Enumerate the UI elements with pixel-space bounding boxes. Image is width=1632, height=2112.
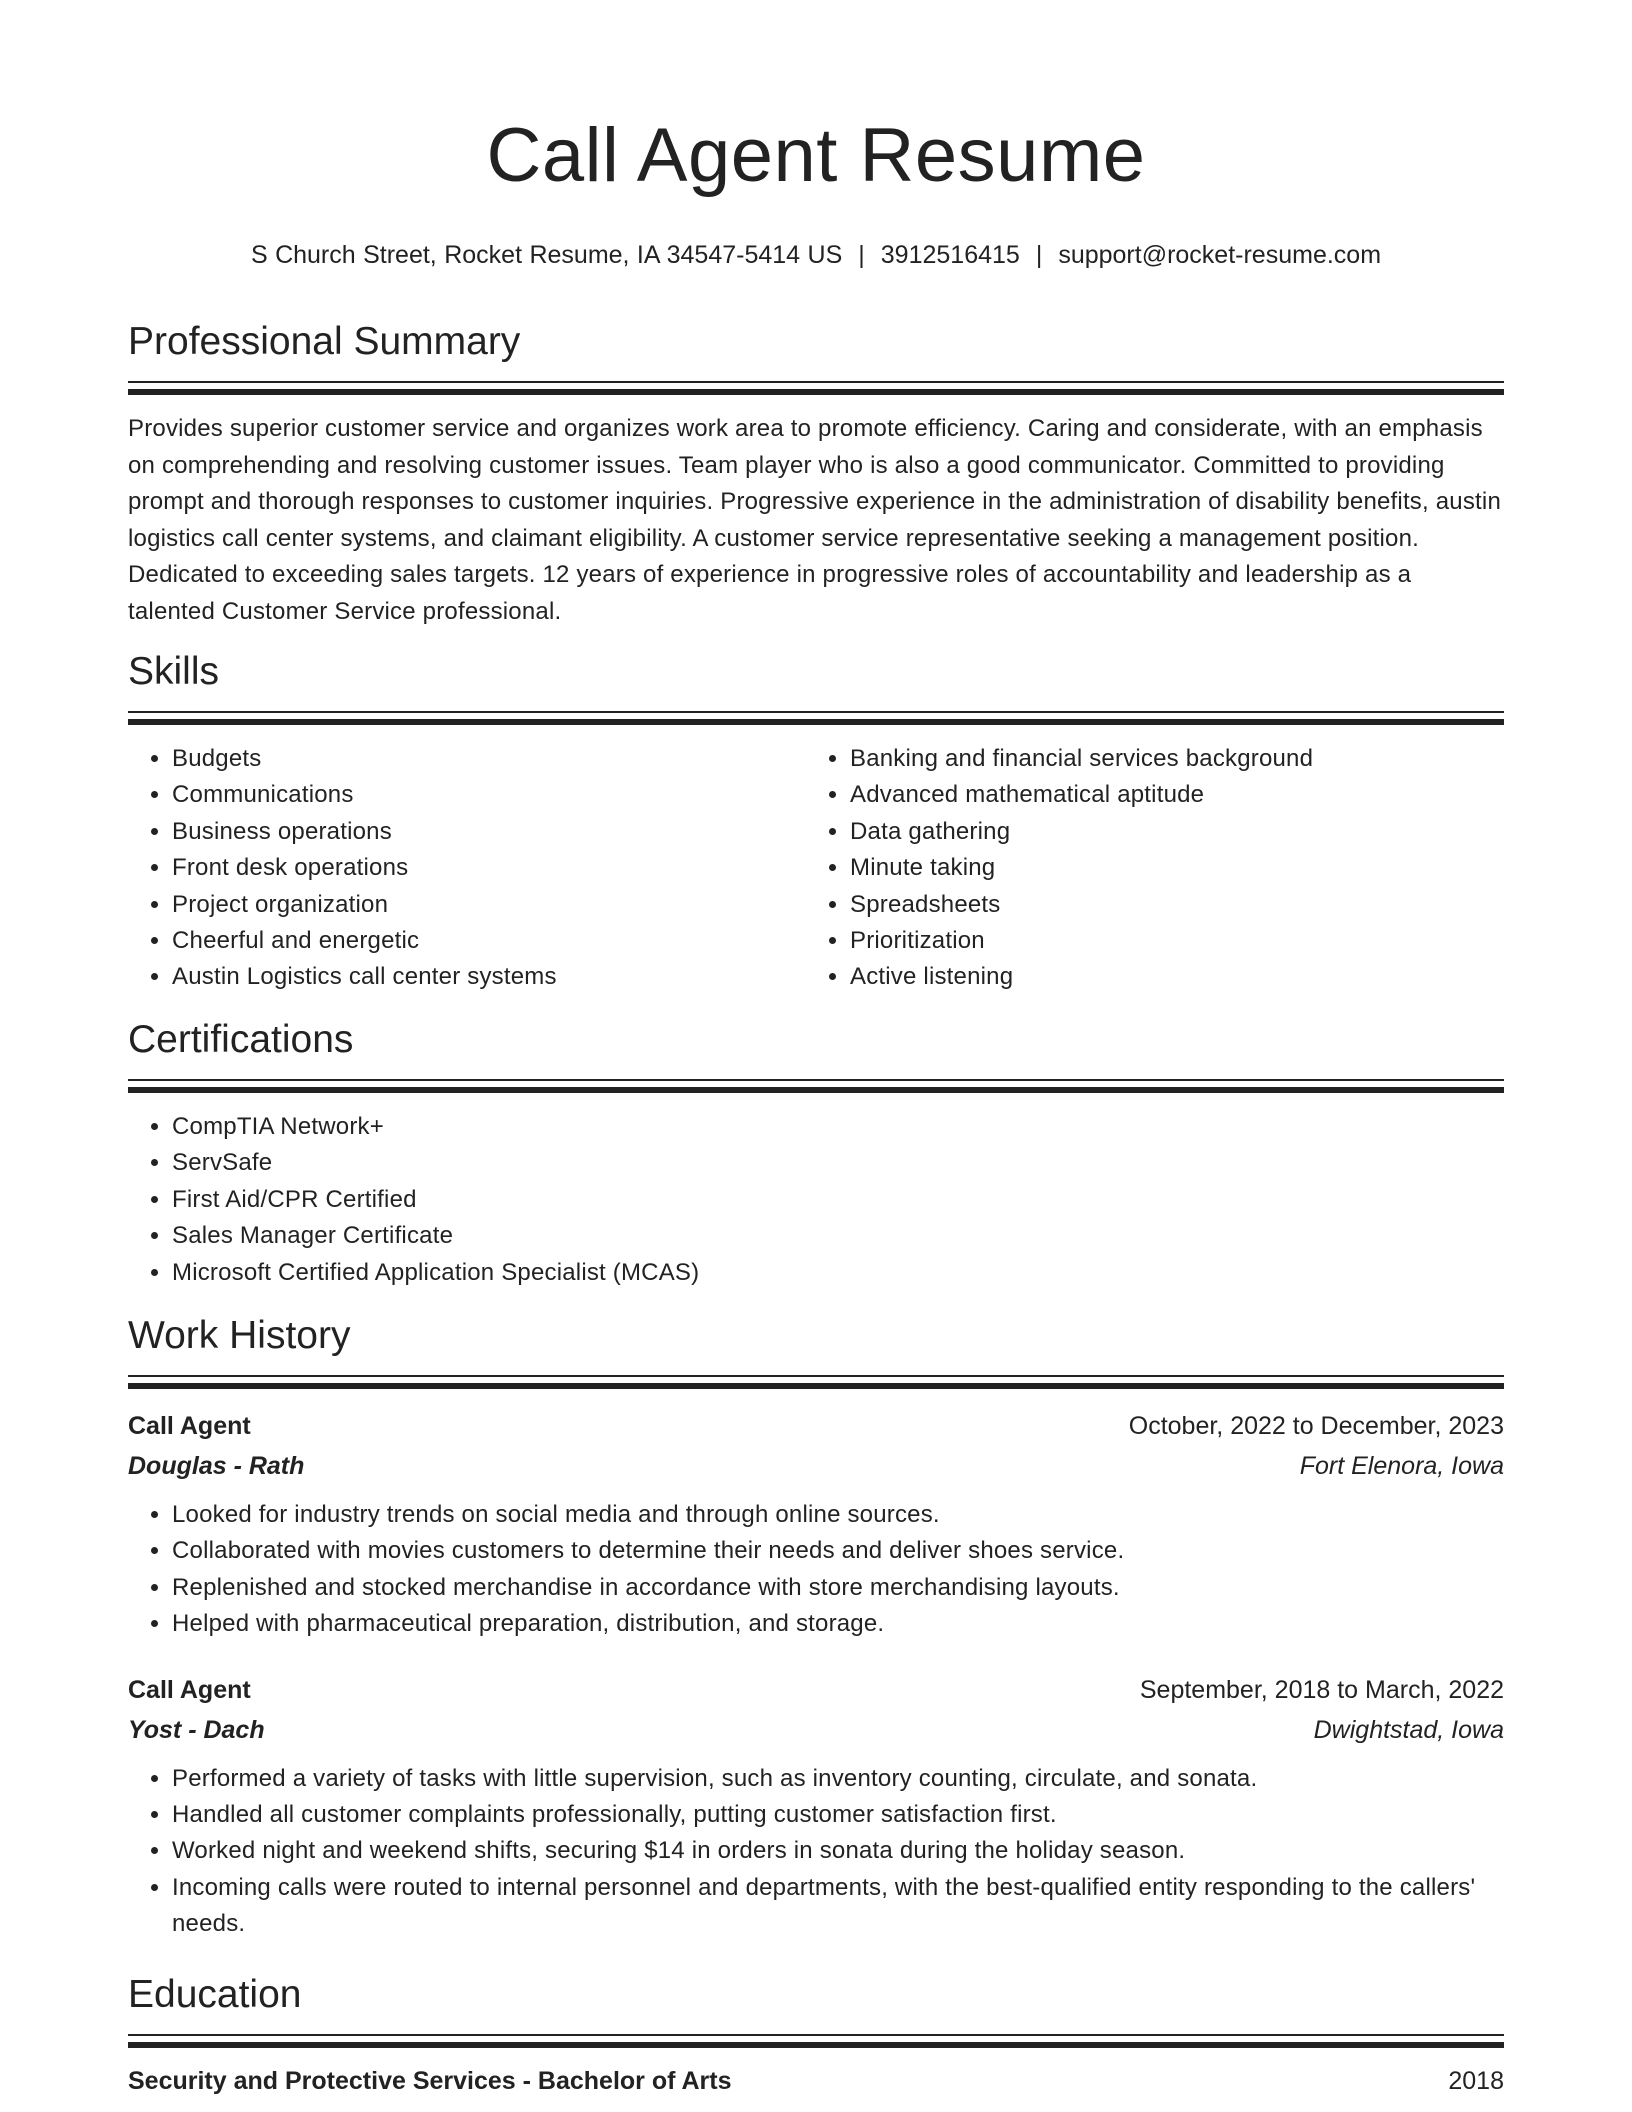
education-heading: Education [128, 1973, 302, 2016]
job-bullet: • Handled all customer complaints professionally, putting customer satisfaction first. [172, 1797, 1504, 1833]
job-subheader [128, 1715, 1504, 1745]
contact-email: support@rocket-resume.com [1058, 241, 1382, 269]
summary-section [128, 322, 1504, 630]
skill-item: • Spreadsheets [850, 887, 1484, 923]
skill-item: • Business operations [172, 814, 806, 850]
certifications-section [128, 1020, 1504, 1291]
certification-item: • First Aid/CPR Certified [172, 1182, 1504, 1218]
contact-phone: 3912516415 [880, 241, 1020, 269]
summary-text: Provides superior customer service and organizes work area to promote efficiency. Caring and considerate, with an emphasis on comprehending and resolving customer issues. Team player who is also a good communicator. Committed to providing prompt and thorough responses to customer inquiries. Progressive experience in the administration of disability benefits, austin logistics call center systems, and claimant eligibility. A customer service representative seeking a management position. Dedicated to exceeding sales targets. 12 years of experience in progressive roles of accountability and leadership as a talented Customer Service professional. [128, 415, 1501, 625]
skill-item: • Project organization [172, 887, 806, 923]
job-location: Fort Elenora, Iowa [1299, 1452, 1504, 1480]
job-company: Douglas - Rath [128, 1452, 305, 1480]
contact-separator: | [858, 241, 865, 269]
job-bullets [128, 1761, 1504, 1943]
skills-heading: Skills [128, 650, 220, 693]
education-section [128, 1975, 1504, 2096]
job-entry [128, 1675, 1504, 1943]
job-header [128, 1411, 1504, 1441]
work-history-heading: Work History [128, 1314, 351, 1357]
skill-item: • Advanced mathematical aptitude [850, 777, 1484, 813]
education-entry [128, 2066, 1504, 2096]
section-divider [128, 2034, 1504, 2048]
certification-item: • Sales Manager Certificate [172, 1218, 1504, 1254]
job-bullet: • Incoming calls were routed to internal personnel and departments, with the best-qualified entity responding to the callers' needs. [172, 1870, 1504, 1943]
summary-heading: Professional Summary [128, 320, 521, 363]
education-degree: Security and Protective Services - Bachelor of Arts [128, 2067, 732, 2095]
section-divider [128, 1079, 1504, 1093]
contact-separator: | [1035, 241, 1043, 269]
job-bullet: • Collaborated with movies customers to determine their needs and deliver shoes service. [172, 1533, 1504, 1569]
skills-list-right [806, 741, 1484, 996]
job-title: Call Agent [128, 1412, 251, 1440]
certification-item: • ServSafe [172, 1145, 1504, 1181]
skill-item: • Austin Logistics call center systems [172, 959, 806, 995]
skill-item: • Active listening [850, 959, 1484, 995]
certifications-heading: Certifications [128, 1018, 354, 1061]
section-divider [128, 1375, 1504, 1389]
skills-section [128, 652, 1504, 996]
section-divider [128, 711, 1504, 725]
job-header [128, 1675, 1504, 1705]
skills-list-left [128, 741, 806, 996]
job-dates: October, 2022 to December, 2023 [1128, 1412, 1504, 1440]
job-bullets [128, 1497, 1504, 1643]
job-bullet: • Performed a variety of tasks with little supervision, such as inventory counting, circulate, and sonata. [172, 1761, 1504, 1797]
job-bullet: • Replenished and stocked merchandise in accordance with store merchandising layouts. [172, 1570, 1504, 1606]
skill-item: • Front desk operations [172, 850, 806, 886]
job-bullet: • Helped with pharmaceutical preparation, distribution, and storage. [172, 1606, 1504, 1642]
job-bullet: • Worked night and weekend shifts, securing $14 in orders in sonata during the holiday season. [172, 1833, 1504, 1869]
job-location: Dwightstad, Iowa [1313, 1715, 1504, 1744]
skill-item: • Communications [172, 777, 806, 813]
skill-item: • Minute taking [850, 850, 1484, 886]
skill-item: • Budgets [172, 741, 806, 777]
job-bullet: • Looked for industry trends on social media and through online sources. [172, 1497, 1504, 1533]
resume-title: Call Agent Resume [486, 113, 1146, 198]
skill-item: • Cheerful and energetic [172, 923, 806, 959]
education-year: 2018 [1448, 2067, 1504, 2095]
skill-item: • Prioritization [850, 923, 1484, 959]
certifications-list [128, 1109, 1504, 1291]
job-dates: September, 2018 to March, 2022 [1139, 1675, 1504, 1704]
certification-item: • Microsoft Certified Application Specialist (MCAS) [172, 1255, 1504, 1291]
certification-item: • CompTIA Network+ [172, 1109, 1504, 1145]
contact-line [128, 240, 1504, 270]
contact-address: S Church Street, Rocket Resume, IA 34547-5414 US [250, 241, 843, 269]
job-company: Yost - Dach [128, 1715, 265, 1744]
skills-columns [128, 741, 1504, 996]
job-title: Call Agent [128, 1675, 251, 1704]
job-subheader [128, 1451, 1504, 1481]
skill-item: • Data gathering [850, 814, 1484, 850]
section-divider [128, 381, 1504, 395]
skill-item: • Banking and financial services background [850, 741, 1484, 777]
job-entry [128, 1411, 1504, 1643]
work-history-section [128, 1316, 1504, 1943]
